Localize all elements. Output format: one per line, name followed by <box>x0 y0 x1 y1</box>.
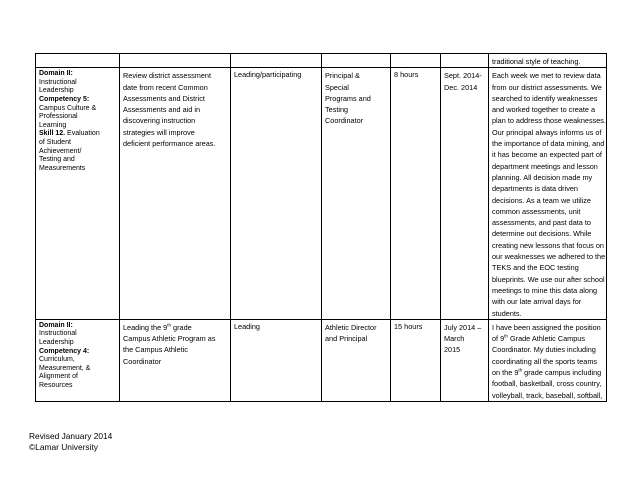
page-footer <box>29 431 112 454</box>
reflection-line: football, basketball, cross country, <box>492 379 602 389</box>
activity-line: Coordinator <box>123 356 162 366</box>
activity-cell <box>120 319 231 401</box>
hours-text: 15 hours <box>394 321 423 331</box>
activity-line: Review district assessment <box>123 71 211 81</box>
reflection-cell <box>489 68 607 320</box>
domain-name-line: Leadership <box>39 339 74 347</box>
role-cell <box>231 68 322 320</box>
domain-label: Domain II: <box>39 321 73 329</box>
skill-name-line: of Student <box>39 139 71 147</box>
reflection-cell <box>489 319 607 401</box>
competency-name-line: Campus Culture & <box>39 104 97 112</box>
reflection-cell <box>489 54 607 68</box>
reflection-line: I have been assigned the position <box>492 322 601 332</box>
activity-line: strategies will improve <box>123 127 195 137</box>
hours-cell <box>391 68 441 320</box>
role-cell <box>231 54 322 68</box>
reflection-line: of 9 <box>492 334 505 344</box>
reflection-line: plan to address those weaknesses. <box>492 116 606 126</box>
date-line: July 2014 – <box>444 322 482 332</box>
reflection-line: Our principal always informs us of <box>492 127 602 137</box>
activity-line: grade <box>171 322 192 332</box>
reflection-line: it has become an expected part of <box>492 150 602 160</box>
person-cell <box>322 68 391 320</box>
activity-line: Assessments and aid in <box>123 105 201 115</box>
reflection-line: planning. All decision made my <box>492 172 593 182</box>
table-row <box>36 68 607 320</box>
reflection-line: volleyball, track, baseball, softball, <box>492 390 603 400</box>
activity-line: the Campus Athletic <box>123 345 188 355</box>
reflection-line: creating new lessons that focus on <box>492 240 604 250</box>
activity-log-table <box>35 53 607 402</box>
competency-name-line: Alignment of <box>39 373 78 381</box>
date-cell <box>441 68 489 320</box>
reflection-line: grade campus including <box>522 368 602 378</box>
competency-name-line: Curriculum, <box>39 356 75 364</box>
activity-line: discovering instruction <box>123 116 196 126</box>
date-line: Dec. 2014 <box>444 82 478 92</box>
domain-cell <box>36 319 120 401</box>
activity-cell <box>120 54 231 68</box>
skill-name-line: Evaluation <box>67 130 100 138</box>
date-line: 2015 <box>444 345 461 355</box>
reflection-line: Coordinator. My duties including <box>492 345 596 355</box>
reflection-line: common assessments, unit <box>492 206 581 216</box>
reflection-line: on the 9 <box>492 368 519 378</box>
reflection-line: Grade Athletic Campus <box>507 334 585 344</box>
competency-label: Competency 4: <box>39 347 90 355</box>
reflection-line: decisions. As a team we utilize <box>492 195 591 205</box>
domain-name-line: Instructional <box>39 78 77 86</box>
table-row <box>36 54 607 68</box>
reflection-line: TEKS and the EOC testing <box>492 263 579 273</box>
reflection-line: searched to identify weaknesses <box>492 93 598 103</box>
person-line: Principal & <box>325 71 360 81</box>
competency-name-line: Measurement, & <box>39 364 91 372</box>
date-cell <box>441 319 489 401</box>
domain-cell <box>36 54 120 68</box>
reflection-line: our weaknesses we adhered to the <box>492 252 606 262</box>
skill-name-line: Testing and <box>39 156 75 164</box>
domain-cell <box>36 68 120 320</box>
activity-line: deficient performance areas. <box>123 139 216 149</box>
ordinal-suffix: th <box>518 367 523 373</box>
skill-name-line: Measurements <box>39 164 86 172</box>
date-cell <box>441 54 489 68</box>
hours-cell <box>391 54 441 68</box>
reflection-line: blueprints. We use our after school <box>492 274 605 284</box>
reflection-line: with our late arrival days for <box>492 297 582 307</box>
reflection-line: meetings to mine this data along <box>492 285 598 295</box>
reflection-line: departments is data driven <box>492 184 578 194</box>
hours-cell <box>391 319 441 401</box>
domain-name-line: Instructional <box>39 330 77 338</box>
competency-name-line: Resources <box>39 381 73 389</box>
copyright-notice: ©Lamar University <box>29 442 98 453</box>
competency-name-line: Professional <box>39 113 78 121</box>
reflection-line: the importance of data mining, and <box>492 139 605 149</box>
person-line: Testing <box>325 105 349 115</box>
reflection-line: and worked together to create a <box>492 105 596 115</box>
person-line: Coordinator <box>325 116 364 126</box>
activity-line: Campus Athletic Program as <box>123 334 216 344</box>
reflection-line: students. <box>492 308 522 318</box>
reflection-line: assessments, and past data to <box>492 218 591 228</box>
ordinal-suffix: th <box>504 333 508 339</box>
revision-date: Revised January 2014 <box>29 431 113 441</box>
reflection-line: department meetings and lesson <box>492 161 598 171</box>
person-line: and Principal <box>325 334 368 344</box>
person-line: Athletic Director <box>325 322 377 332</box>
activity-line: Assessments and District <box>123 93 205 103</box>
activity-line: date from recent Common <box>123 82 208 92</box>
domain-label: Domain II: <box>39 70 73 78</box>
activity-line: Leading the 9 <box>123 322 168 332</box>
role-cell <box>231 319 322 401</box>
person-cell <box>322 54 391 68</box>
skill-name-line: Achievement/ <box>39 147 82 155</box>
reflection-line: traditional style of teaching. <box>492 57 581 66</box>
date-line: Sept. 2014- <box>444 71 482 81</box>
domain-name-line: Leadership <box>39 87 74 95</box>
ordinal-suffix: th <box>167 322 171 328</box>
table-row <box>36 319 607 401</box>
date-line: March <box>444 334 465 344</box>
hours-text: 8 hours <box>394 70 419 80</box>
reflection-line: Each week we met to review data <box>492 71 601 81</box>
reflection-line: coordinating all the sports teams <box>492 356 598 366</box>
person-line: Special <box>325 82 349 92</box>
person-cell <box>322 319 391 401</box>
role-text: Leading <box>234 321 260 331</box>
skill-label: Skill 12. <box>39 130 66 138</box>
reflection-line: from our district assessments. We <box>492 82 602 92</box>
competency-label: Competency 5: <box>39 96 90 104</box>
activity-cell <box>120 68 231 320</box>
role-text: Leading/participating <box>234 70 302 80</box>
competency-name-line: Learning <box>39 121 67 129</box>
reflection-line: determine out decisions. While <box>492 229 592 239</box>
person-line: Programs and <box>325 93 371 103</box>
